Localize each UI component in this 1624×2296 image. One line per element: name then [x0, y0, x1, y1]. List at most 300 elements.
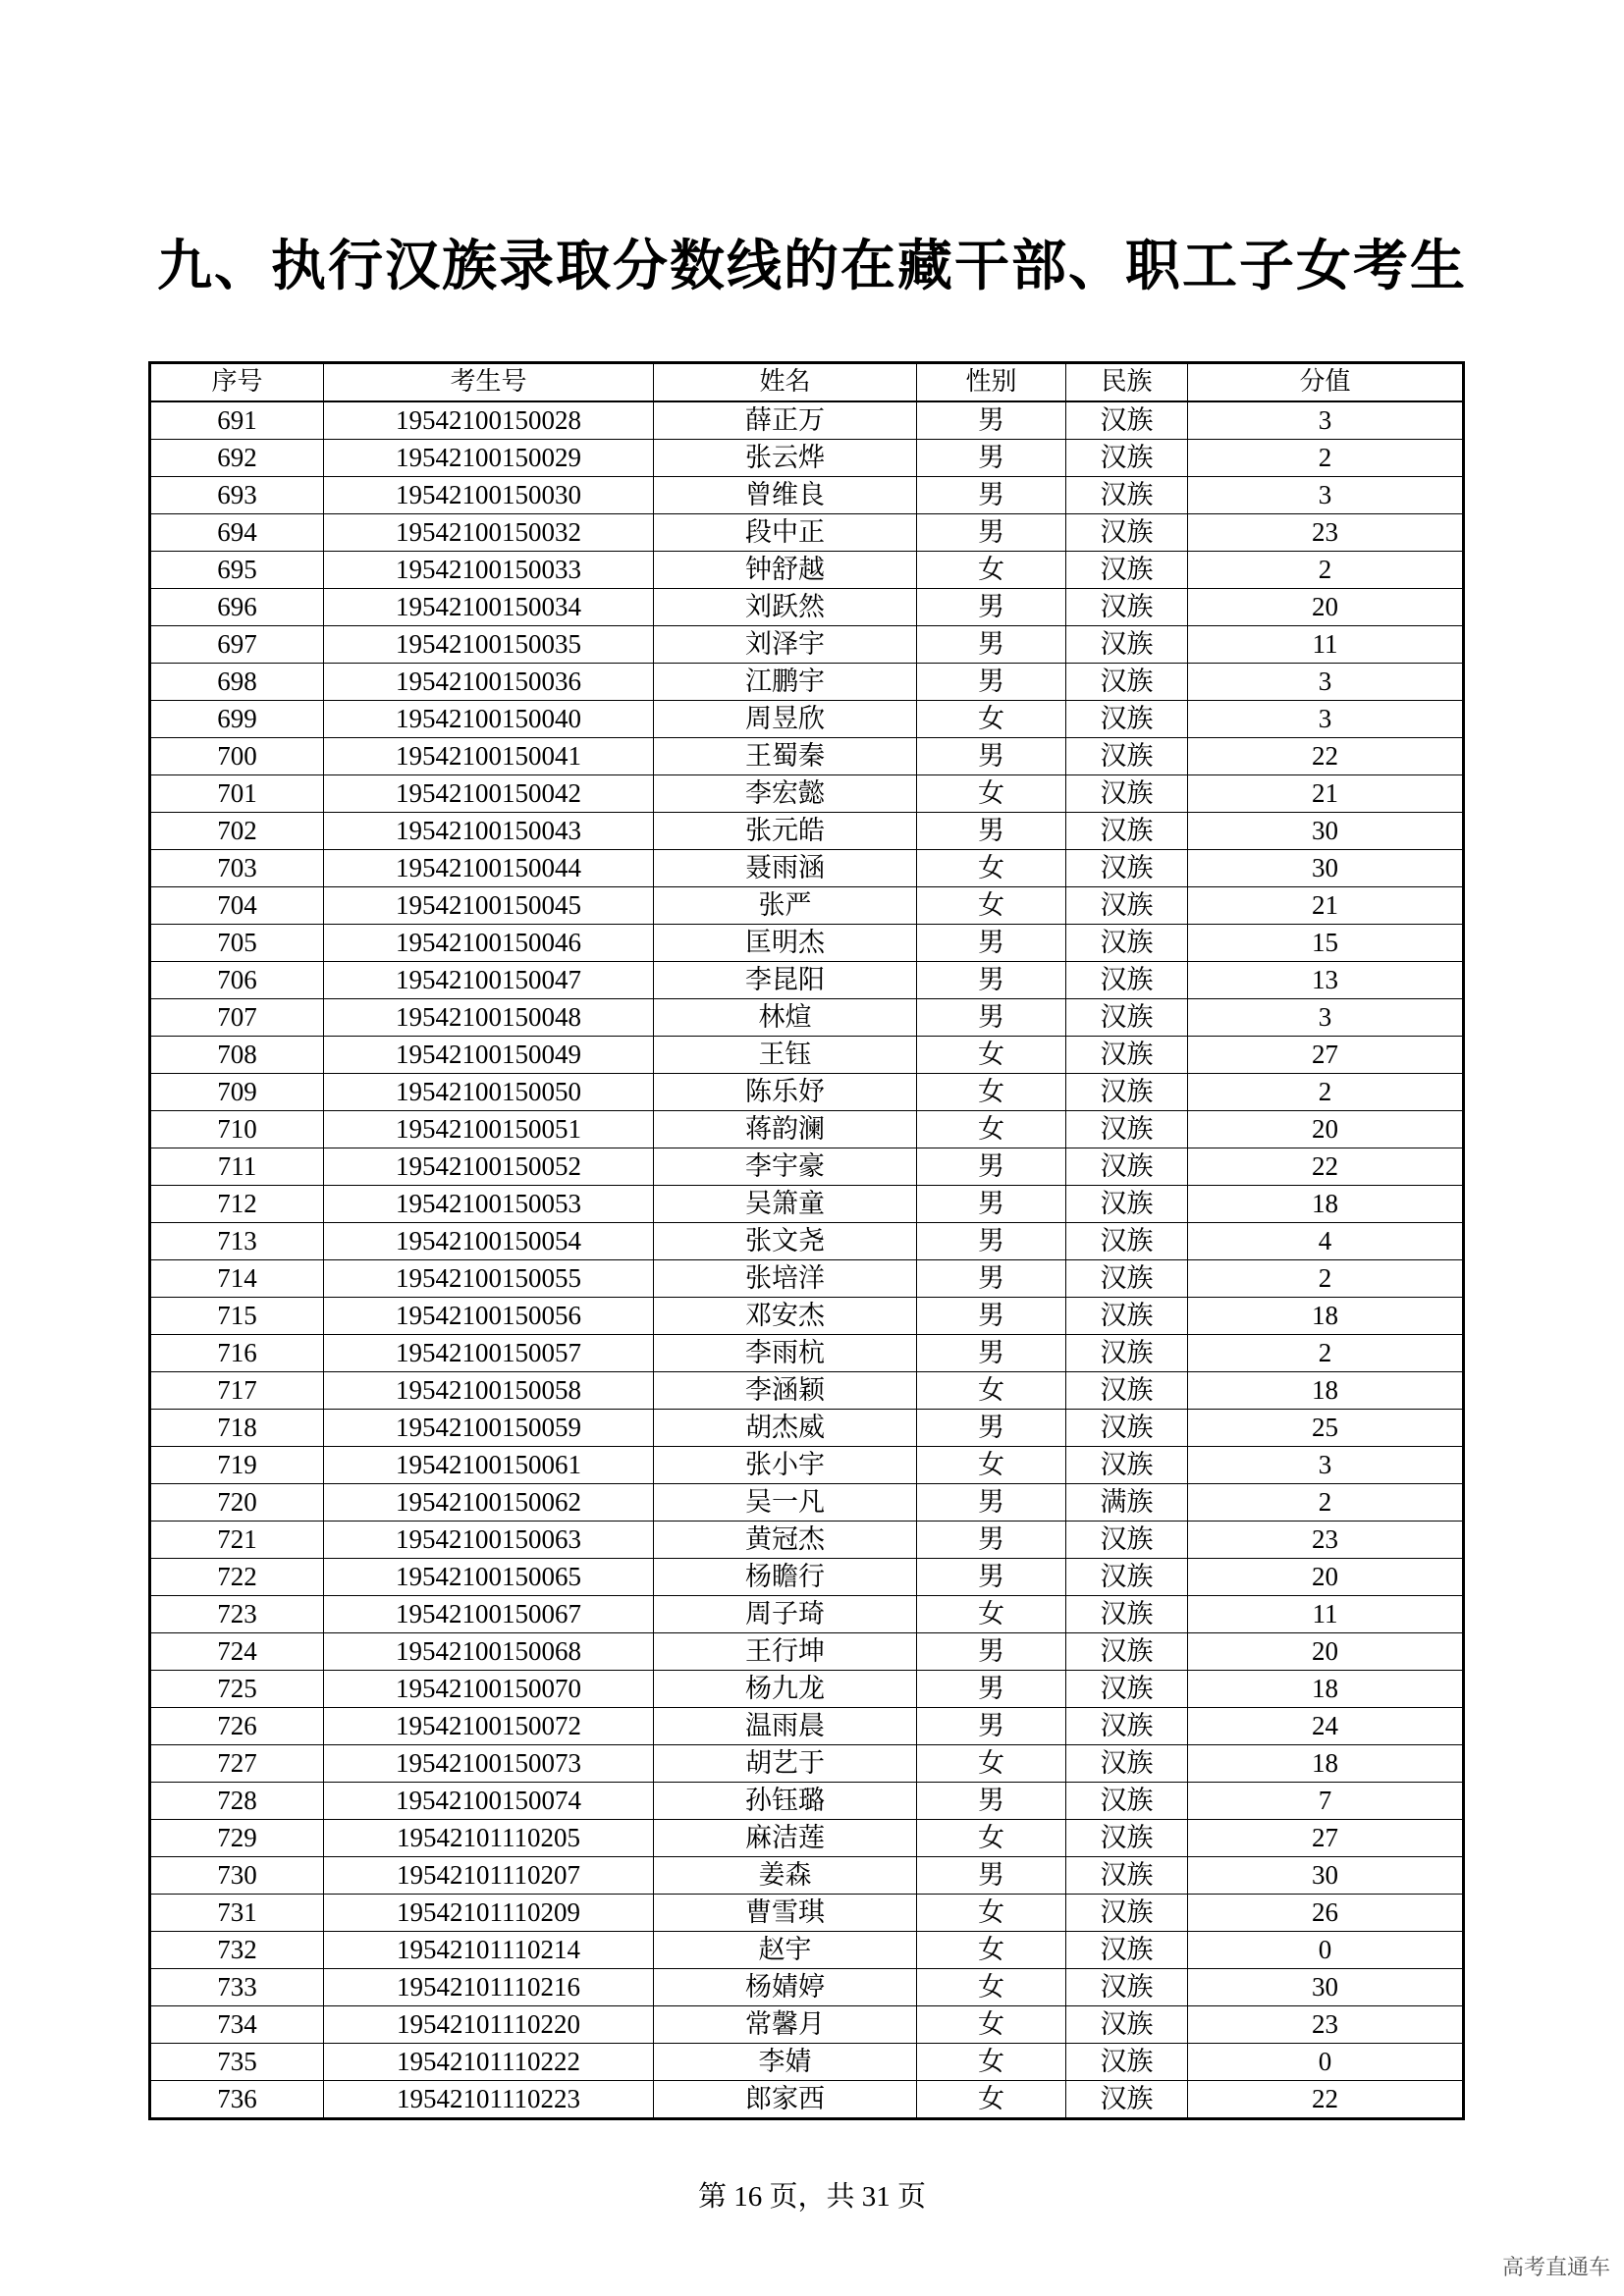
cell-exam-id: 19542100150047: [324, 962, 654, 999]
cell-gender: 男: [917, 925, 1066, 962]
cell-gender: 男: [917, 962, 1066, 999]
cell-name: 邓安杰: [654, 1298, 917, 1335]
table-row: [150, 664, 1464, 701]
cell-name: 王行坤: [654, 1633, 917, 1671]
cell-exam-id: 19542100150046: [324, 925, 654, 962]
cell-exam-id: 19542100150070: [324, 1671, 654, 1708]
cell-seq: 702: [150, 813, 324, 850]
cell-gender: 女: [917, 1447, 1066, 1484]
table-row: [150, 1260, 1464, 1298]
roster-table-wrap: [148, 361, 1462, 2120]
cell-score: 30: [1188, 1969, 1464, 2006]
page-footer: [0, 2177, 1624, 2216]
cell-ethnicity: 汉族: [1066, 514, 1188, 552]
cell-seq: 726: [150, 1708, 324, 1745]
cell-name: 郎家西: [654, 2081, 917, 2119]
cell-score: 0: [1188, 2044, 1464, 2081]
cell-exam-id: 19542100150033: [324, 552, 654, 589]
cell-ethnicity: 汉族: [1066, 962, 1188, 999]
cell-gender: 男: [917, 477, 1066, 514]
cell-ethnicity: 汉族: [1066, 738, 1188, 775]
cell-ethnicity: 汉族: [1066, 1447, 1188, 1484]
cell-seq: 693: [150, 477, 324, 514]
cell-score: 22: [1188, 1148, 1464, 1186]
header-gender: 性别: [917, 363, 1066, 402]
table-row: [150, 2081, 1464, 2119]
cell-name: 周子琦: [654, 1596, 917, 1633]
cell-name: 陈乐妤: [654, 1074, 917, 1111]
cell-score: 2: [1188, 440, 1464, 477]
cell-ethnicity: 汉族: [1066, 1783, 1188, 1820]
cell-ethnicity: 汉族: [1066, 1559, 1188, 1596]
cell-seq: 709: [150, 1074, 324, 1111]
table-row: [150, 962, 1464, 999]
cell-name: 刘泽宇: [654, 626, 917, 664]
cell-seq: 717: [150, 1372, 324, 1410]
cell-gender: 男: [917, 514, 1066, 552]
cell-ethnicity: 汉族: [1066, 2081, 1188, 2119]
cell-ethnicity: 汉族: [1066, 1260, 1188, 1298]
cell-ethnicity: 汉族: [1066, 626, 1188, 664]
cell-score: 2: [1188, 1484, 1464, 1522]
cell-score: 2: [1188, 1074, 1464, 1111]
cell-score: 18: [1188, 1186, 1464, 1223]
cell-exam-id: 19542100150056: [324, 1298, 654, 1335]
cell-exam-id: 19542100150045: [324, 887, 654, 925]
cell-name: 王蜀秦: [654, 738, 917, 775]
table-row: [150, 1037, 1464, 1074]
cell-gender: 女: [917, 1111, 1066, 1148]
table-row: [150, 1447, 1464, 1484]
cell-score: 23: [1188, 514, 1464, 552]
cell-gender: 女: [917, 2044, 1066, 2081]
cell-score: 21: [1188, 887, 1464, 925]
cell-score: 4: [1188, 1223, 1464, 1260]
cell-seq: 713: [150, 1223, 324, 1260]
cell-score: 30: [1188, 1857, 1464, 1895]
cell-name: 李婧: [654, 2044, 917, 2081]
header-score: 分值: [1188, 363, 1464, 402]
cell-ethnicity: 汉族: [1066, 701, 1188, 738]
cell-score: 3: [1188, 1447, 1464, 1484]
cell-score: 3: [1188, 664, 1464, 701]
cell-seq: 718: [150, 1410, 324, 1447]
cell-ethnicity: 汉族: [1066, 1111, 1188, 1148]
cell-score: 2: [1188, 1335, 1464, 1372]
cell-seq: 700: [150, 738, 324, 775]
cell-name: 张云烨: [654, 440, 917, 477]
cell-exam-id: 19542100150028: [324, 401, 654, 440]
cell-exam-id: 19542100150067: [324, 1596, 654, 1633]
cell-ethnicity: 汉族: [1066, 1522, 1188, 1559]
table-row: [150, 1223, 1464, 1260]
cell-exam-id: 19542101110223: [324, 2081, 654, 2119]
cell-gender: 女: [917, 552, 1066, 589]
table-row: [150, 1596, 1464, 1633]
cell-name: 黄冠杰: [654, 1522, 917, 1559]
cell-ethnicity: 汉族: [1066, 850, 1188, 887]
table-row: [150, 1410, 1464, 1447]
cell-seq: 727: [150, 1745, 324, 1783]
cell-exam-id: 19542100150074: [324, 1783, 654, 1820]
cell-gender: 女: [917, 701, 1066, 738]
cell-exam-id: 19542101110222: [324, 2044, 654, 2081]
cell-seq: 708: [150, 1037, 324, 1074]
cell-exam-id: 19542100150048: [324, 999, 654, 1037]
cell-score: 11: [1188, 1596, 1464, 1633]
table-row: [150, 2044, 1464, 2081]
table-body: [150, 401, 1464, 2119]
cell-score: 13: [1188, 962, 1464, 999]
cell-score: 20: [1188, 1111, 1464, 1148]
cell-name: 李宏懿: [654, 775, 917, 813]
cell-score: 18: [1188, 1671, 1464, 1708]
cell-name: 王钰: [654, 1037, 917, 1074]
cell-score: 0: [1188, 1932, 1464, 1969]
cell-seq: 710: [150, 1111, 324, 1148]
table-row: [150, 1820, 1464, 1857]
table-row: [150, 1932, 1464, 1969]
cell-ethnicity: 汉族: [1066, 1820, 1188, 1857]
cell-exam-id: 19542100150061: [324, 1447, 654, 1484]
cell-gender: 女: [917, 2081, 1066, 2119]
cell-ethnicity: 汉族: [1066, 1633, 1188, 1671]
cell-exam-id: 19542100150030: [324, 477, 654, 514]
cell-score: 23: [1188, 1522, 1464, 1559]
cell-gender: 男: [917, 664, 1066, 701]
cell-gender: 男: [917, 1223, 1066, 1260]
table-row: [150, 1708, 1464, 1745]
cell-seq: 703: [150, 850, 324, 887]
table-row: [150, 999, 1464, 1037]
cell-name: 麻洁莲: [654, 1820, 917, 1857]
table-header: [150, 363, 1464, 402]
cell-score: 27: [1188, 1037, 1464, 1074]
cell-name: 常馨月: [654, 2006, 917, 2044]
cell-exam-id: 19542100150050: [324, 1074, 654, 1111]
cell-name: 曾维良: [654, 477, 917, 514]
cell-name: 胡艺于: [654, 1745, 917, 1783]
header-ethnicity: 民族: [1066, 363, 1188, 402]
cell-seq: 707: [150, 999, 324, 1037]
cell-name: 李昆阳: [654, 962, 917, 999]
cell-name: 张元皓: [654, 813, 917, 850]
cell-seq: 731: [150, 1895, 324, 1932]
cell-ethnicity: 汉族: [1066, 775, 1188, 813]
cell-gender: 男: [917, 589, 1066, 626]
cell-seq: 691: [150, 401, 324, 440]
cell-gender: 女: [917, 1372, 1066, 1410]
table-row: [150, 1633, 1464, 1671]
table-row: [150, 626, 1464, 664]
cell-exam-id: 19542100150055: [324, 1260, 654, 1298]
roster-table: [148, 361, 1465, 2120]
table-row: [150, 1074, 1464, 1111]
header-name: 姓名: [654, 363, 917, 402]
cell-score: 25: [1188, 1410, 1464, 1447]
table-row: [150, 813, 1464, 850]
cell-seq: 724: [150, 1633, 324, 1671]
cell-ethnicity: 汉族: [1066, 552, 1188, 589]
cell-name: 张小宇: [654, 1447, 917, 1484]
cell-ethnicity: 汉族: [1066, 2006, 1188, 2044]
cell-exam-id: 19542101110205: [324, 1820, 654, 1857]
cell-name: 钟舒越: [654, 552, 917, 589]
cell-ethnicity: 汉族: [1066, 1745, 1188, 1783]
table-row: [150, 1559, 1464, 1596]
cell-name: 杨九龙: [654, 1671, 917, 1708]
cell-score: 20: [1188, 589, 1464, 626]
cell-exam-id: 19542100150034: [324, 589, 654, 626]
cell-gender: 男: [917, 999, 1066, 1037]
cell-score: 30: [1188, 813, 1464, 850]
cell-score: 24: [1188, 1708, 1464, 1745]
cell-gender: 女: [917, 1820, 1066, 1857]
table-row: [150, 925, 1464, 962]
cell-score: 7: [1188, 1783, 1464, 1820]
cell-exam-id: 19542100150029: [324, 440, 654, 477]
cell-seq: 733: [150, 1969, 324, 2006]
table-row: [150, 552, 1464, 589]
cell-name: 蒋韵澜: [654, 1111, 917, 1148]
cell-exam-id: 19542100150044: [324, 850, 654, 887]
cell-exam-id: 19542100150068: [324, 1633, 654, 1671]
cell-gender: 男: [917, 1708, 1066, 1745]
cell-score: 20: [1188, 1633, 1464, 1671]
cell-exam-id: 19542101110216: [324, 1969, 654, 2006]
table-row: [150, 1148, 1464, 1186]
cell-exam-id: 19542100150043: [324, 813, 654, 850]
cell-exam-id: 19542100150063: [324, 1522, 654, 1559]
cell-ethnicity: 汉族: [1066, 813, 1188, 850]
table-row: [150, 738, 1464, 775]
cell-name: 江鹏宇: [654, 664, 917, 701]
cell-exam-id: 19542100150051: [324, 1111, 654, 1148]
cell-score: 20: [1188, 1559, 1464, 1596]
cell-exam-id: 19542100150032: [324, 514, 654, 552]
cell-score: 18: [1188, 1745, 1464, 1783]
cell-gender: 女: [917, 1969, 1066, 2006]
table-row: [150, 1857, 1464, 1895]
cell-name: 杨瞻行: [654, 1559, 917, 1596]
cell-ethnicity: 汉族: [1066, 1895, 1188, 1932]
table-row: [150, 589, 1464, 626]
cell-seq: 730: [150, 1857, 324, 1895]
cell-seq: 736: [150, 2081, 324, 2119]
header-seq: 序号: [150, 363, 324, 402]
table-row: [150, 1895, 1464, 1932]
cell-gender: 男: [917, 1559, 1066, 1596]
cell-name: 杨婧婷: [654, 1969, 917, 2006]
cell-exam-id: 19542100150040: [324, 701, 654, 738]
cell-name: 薛正万: [654, 401, 917, 440]
cell-seq: 695: [150, 552, 324, 589]
cell-ethnicity: 汉族: [1066, 1596, 1188, 1633]
cell-gender: 男: [917, 1298, 1066, 1335]
cell-seq: 701: [150, 775, 324, 813]
cell-seq: 697: [150, 626, 324, 664]
watermark: 高考直通车: [1501, 2256, 1610, 2280]
cell-gender: 男: [917, 1410, 1066, 1447]
cell-gender: 男: [917, 401, 1066, 440]
cell-exam-id: 19542100150058: [324, 1372, 654, 1410]
cell-score: 27: [1188, 1820, 1464, 1857]
cell-gender: 女: [917, 1895, 1066, 1932]
cell-seq: 704: [150, 887, 324, 925]
table-row: [150, 1671, 1464, 1708]
cell-score: 2: [1188, 552, 1464, 589]
cell-ethnicity: 汉族: [1066, 1932, 1188, 1969]
cell-ethnicity: 汉族: [1066, 2044, 1188, 2081]
cell-exam-id: 19542101110220: [324, 2006, 654, 2044]
cell-exam-id: 19542100150041: [324, 738, 654, 775]
cell-seq: 722: [150, 1559, 324, 1596]
cell-exam-id: 19542100150052: [324, 1148, 654, 1186]
cell-seq: 715: [150, 1298, 324, 1335]
table-row: [150, 850, 1464, 887]
cell-ethnicity: 汉族: [1066, 1037, 1188, 1074]
cell-exam-id: 19542101110207: [324, 1857, 654, 1895]
cell-name: 匡明杰: [654, 925, 917, 962]
cell-gender: 男: [917, 1783, 1066, 1820]
cell-name: 胡杰威: [654, 1410, 917, 1447]
cell-ethnicity: 汉族: [1066, 1148, 1188, 1186]
cell-exam-id: 19542100150036: [324, 664, 654, 701]
cell-gender: 男: [917, 1633, 1066, 1671]
cell-seq: 694: [150, 514, 324, 552]
cell-seq: 734: [150, 2006, 324, 2044]
cell-score: 3: [1188, 477, 1464, 514]
cell-name: 赵宇: [654, 1932, 917, 1969]
cell-exam-id: 19542101110209: [324, 1895, 654, 1932]
cell-seq: 714: [150, 1260, 324, 1298]
cell-seq: 712: [150, 1186, 324, 1223]
cell-ethnicity: 汉族: [1066, 1969, 1188, 2006]
table-row: [150, 440, 1464, 477]
cell-ethnicity: 汉族: [1066, 1410, 1188, 1447]
table-row: [150, 775, 1464, 813]
table-row: [150, 2006, 1464, 2044]
cell-ethnicity: 汉族: [1066, 1074, 1188, 1111]
cell-name: 张文尧: [654, 1223, 917, 1260]
table-row: [150, 1111, 1464, 1148]
table-row: [150, 1372, 1464, 1410]
cell-seq: 729: [150, 1820, 324, 1857]
cell-score: 22: [1188, 2081, 1464, 2119]
cell-score: 2: [1188, 1260, 1464, 1298]
cell-gender: 女: [917, 887, 1066, 925]
table-row: [150, 1484, 1464, 1522]
cell-name: 李涵颖: [654, 1372, 917, 1410]
cell-gender: 女: [917, 775, 1066, 813]
cell-name: 李雨杭: [654, 1335, 917, 1372]
cell-exam-id: 19542100150035: [324, 626, 654, 664]
cell-seq: 696: [150, 589, 324, 626]
cell-gender: 男: [917, 813, 1066, 850]
cell-ethnicity: 汉族: [1066, 401, 1188, 440]
cell-exam-id: 19542100150053: [324, 1186, 654, 1223]
cell-exam-id: 19542100150065: [324, 1559, 654, 1596]
cell-exam-id: 19542100150062: [324, 1484, 654, 1522]
table-row: [150, 1522, 1464, 1559]
cell-name: 吴一凡: [654, 1484, 917, 1522]
cell-name: 周昱欣: [654, 701, 917, 738]
table-row: [150, 1186, 1464, 1223]
table-row: [150, 514, 1464, 552]
cell-ethnicity: 汉族: [1066, 887, 1188, 925]
cell-ethnicity: 汉族: [1066, 1335, 1188, 1372]
cell-gender: 男: [917, 1671, 1066, 1708]
cell-ethnicity: 汉族: [1066, 1298, 1188, 1335]
cell-gender: 男: [917, 440, 1066, 477]
cell-exam-id: 19542101110214: [324, 1932, 654, 1969]
cell-name: 刘跃然: [654, 589, 917, 626]
cell-seq: 711: [150, 1148, 324, 1186]
cell-name: 张培洋: [654, 1260, 917, 1298]
table-row: [150, 401, 1464, 440]
cell-exam-id: 19542100150054: [324, 1223, 654, 1260]
cell-ethnicity: 汉族: [1066, 477, 1188, 514]
cell-gender: 女: [917, 1932, 1066, 1969]
cell-name: 姜森: [654, 1857, 917, 1895]
cell-name: 曹雪琪: [654, 1895, 917, 1932]
cell-score: 18: [1188, 1372, 1464, 1410]
cell-seq: 723: [150, 1596, 324, 1633]
cell-ethnicity: 汉族: [1066, 1372, 1188, 1410]
cell-seq: 728: [150, 1783, 324, 1820]
cell-name: 林煊: [654, 999, 917, 1037]
cell-gender: 女: [917, 1037, 1066, 1074]
cell-score: 3: [1188, 999, 1464, 1037]
header-exam-id: 考生号: [324, 363, 654, 402]
cell-ethnicity: 满族: [1066, 1484, 1188, 1522]
cell-seq: 692: [150, 440, 324, 477]
cell-seq: 699: [150, 701, 324, 738]
cell-score: 30: [1188, 850, 1464, 887]
cell-ethnicity: 汉族: [1066, 1186, 1188, 1223]
table-row: [150, 1298, 1464, 1335]
cell-exam-id: 19542100150042: [324, 775, 654, 813]
cell-seq: 705: [150, 925, 324, 962]
cell-name: 温雨晨: [654, 1708, 917, 1745]
cell-seq: 698: [150, 664, 324, 701]
cell-ethnicity: 汉族: [1066, 999, 1188, 1037]
cell-score: 22: [1188, 738, 1464, 775]
cell-name: 李宇豪: [654, 1148, 917, 1186]
cell-gender: 女: [917, 1596, 1066, 1633]
cell-score: 3: [1188, 701, 1464, 738]
header-row: [150, 363, 1464, 402]
cell-ethnicity: 汉族: [1066, 925, 1188, 962]
table-row: [150, 1745, 1464, 1783]
table-row: [150, 1969, 1464, 2006]
cell-score: 18: [1188, 1298, 1464, 1335]
cell-seq: 719: [150, 1447, 324, 1484]
cell-ethnicity: 汉族: [1066, 1223, 1188, 1260]
table-row: [150, 1335, 1464, 1372]
cell-gender: 女: [917, 1745, 1066, 1783]
cell-exam-id: 19542100150073: [324, 1745, 654, 1783]
cell-gender: 女: [917, 2006, 1066, 2044]
cell-gender: 男: [917, 1484, 1066, 1522]
cell-seq: 721: [150, 1522, 324, 1559]
cell-gender: 男: [917, 1148, 1066, 1186]
cell-exam-id: 19542100150049: [324, 1037, 654, 1074]
cell-name: 聂雨涵: [654, 850, 917, 887]
cell-score: 26: [1188, 1895, 1464, 1932]
cell-score: 21: [1188, 775, 1464, 813]
cell-gender: 男: [917, 1335, 1066, 1372]
